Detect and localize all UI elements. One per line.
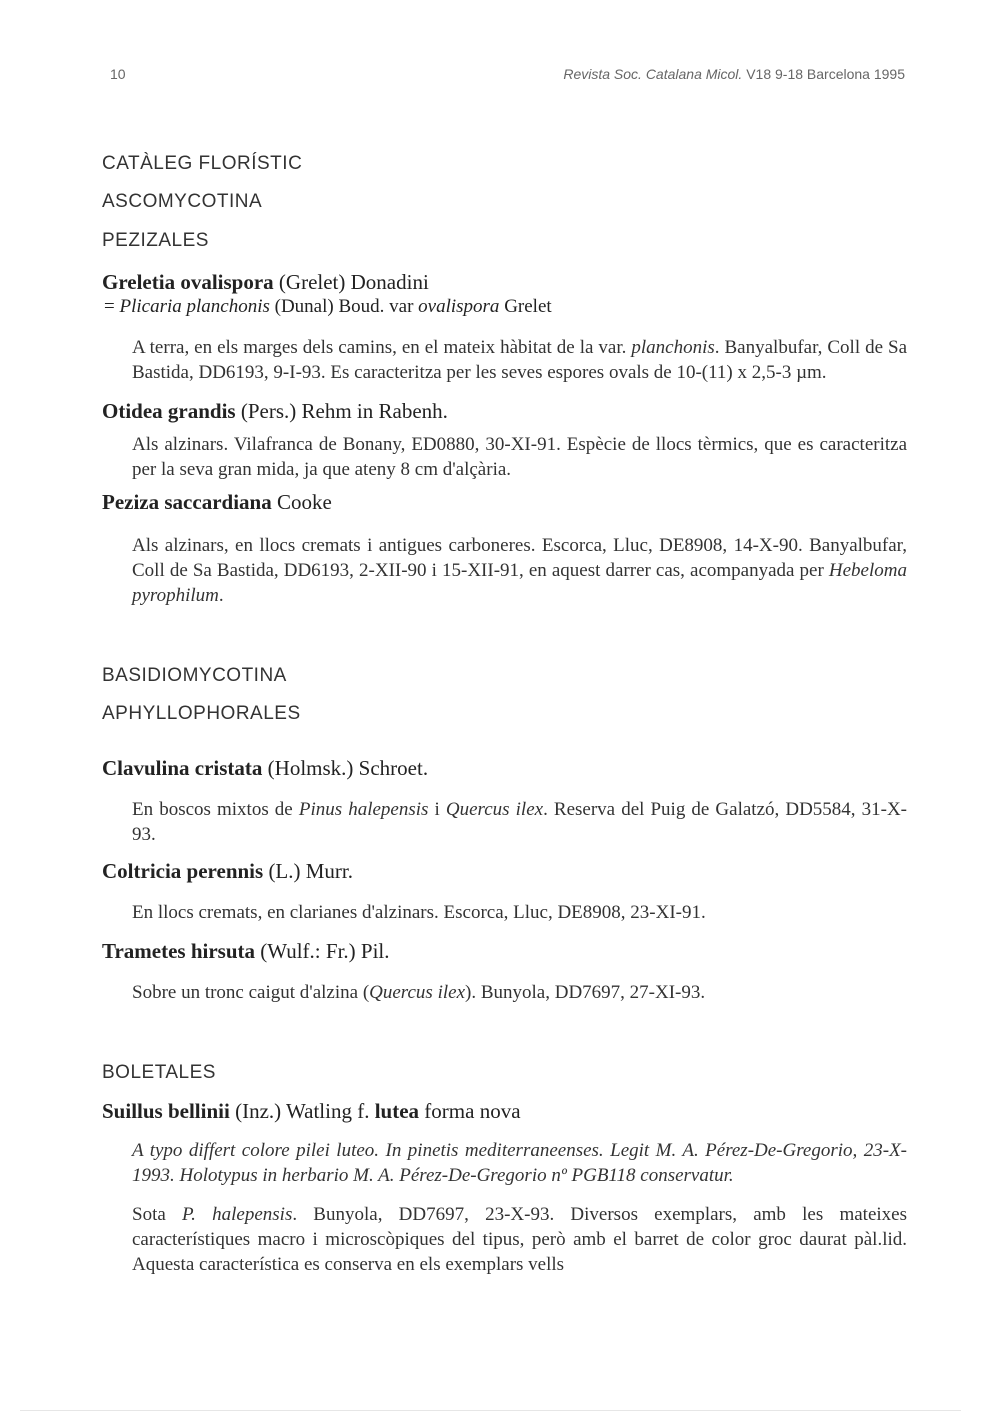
journal-citation	[563, 66, 905, 82]
description-peziza	[132, 533, 907, 608]
species-suillus	[102, 1099, 907, 1124]
section-ascomycotina: ASCOMYCOTINA	[102, 191, 263, 212]
synonym-line	[104, 295, 907, 318]
order-pezizales: PEZIZALES	[102, 230, 209, 251]
desc-text: A terra, en els marges dels camins, en el mateix hàbitat de la var.	[132, 337, 627, 358]
description-clavulina	[132, 797, 907, 847]
species-name: Suillus bellinii	[102, 1099, 230, 1123]
species-trametes	[102, 939, 907, 964]
species-author: Cooke	[276, 490, 332, 514]
desc-text: Sobre un tronc caigut d'alzina (	[132, 982, 370, 1003]
species-peziza	[102, 490, 907, 515]
desc-italic: planchonis	[631, 337, 715, 358]
journal-name: Revista Soc. Catalana Micol.	[563, 66, 743, 82]
species-author: (Pers.) Rehm in Rabenh.	[240, 399, 448, 423]
page-body	[102, 152, 907, 1277]
species-clavulina	[102, 756, 907, 781]
synonym-prefix: =	[104, 296, 120, 317]
desc-text: Als alzinars, en llocs cremats i antigues carboneres. Escorca, Lluc, DE8908, 14-X-90. Banyalbufar, Coll de Sa Bastida, DD6193, 2-XII-90 i 15-XII-91, en aquest darrer cas, acompanyada per	[132, 535, 907, 581]
latin-diagnosis: A typo differt colore pilei luteo. In pinetis mediterraneenses. Legit M. A. Pérez-De-Gregorio, 23-X-1993. Holotypus in herbario M. A. Pérez-De-Gregorio nº PGB118 conservatur.	[132, 1140, 907, 1186]
order-boletales: BOLETALES	[102, 1062, 216, 1083]
desc-text-2: . Bunyola, DD7697, 23-X-93. Diversos exemplars, amb les mateixes característiques macro i microscòpiques del tipus, però amb el barret de color groc daurat pàl.lid. Aquesta característica es conserva en els exemplars vells	[132, 1204, 907, 1275]
desc-italic: Hebeloma pyrophilum	[132, 560, 907, 606]
order-aphyllophorales: APHYLLOPHORALES	[102, 703, 301, 724]
description-otidea: Als alzinars. Vilafranca de Bonany, ED0880, 30-XI-91. Espècie de llocs tèrmics, que es caracteritza per la seva gran mida, ja que ateny 8 cm d'alçària.	[132, 434, 907, 480]
synonym-author: (Dunal) Boud. var	[274, 296, 414, 317]
catalog-title: CATÀLEG FLORÍSTIC	[102, 153, 303, 174]
description-coltricia: En llocs cremats, en clarianes d'alzinars. Escorca, Lluc, DE8908, 23-XI-91.	[132, 902, 706, 923]
page-bottom-rule	[20, 1410, 961, 1411]
desc-text-2: ). Bunyola, DD7697, 27-XI-93.	[465, 982, 706, 1003]
species-form-note: forma nova	[424, 1099, 521, 1123]
species-coltricia	[102, 859, 907, 884]
species-otidea	[102, 399, 907, 424]
species-name: Clavulina cristata	[102, 756, 263, 780]
species-name: Trametes hirsuta	[102, 939, 255, 963]
species-author: (Inz.) Watling f.	[235, 1099, 370, 1123]
desc-text: En boscos mixtos de	[132, 799, 293, 820]
desc-italic: Pinus halepensis	[298, 799, 429, 820]
description-greletia	[132, 335, 907, 385]
desc-text-2: .	[218, 585, 224, 606]
desc-text-3: . Reserva del Puig de Galatzó, DD5584, 31-X-93.	[132, 799, 907, 845]
species-author: (Wulf.: Fr.) Pil.	[260, 939, 390, 963]
page-number: 10	[110, 66, 126, 82]
journal-issue: V18 9-18 Barcelona 1995	[746, 66, 905, 82]
synonym-variety: ovalispora	[418, 296, 500, 317]
species-author: (L.) Murr.	[268, 859, 354, 883]
species-greletia	[102, 270, 907, 295]
description-trametes	[132, 980, 907, 1005]
desc-text-2: i	[434, 799, 440, 820]
species-name: Otidea grandis	[102, 399, 236, 423]
species-author: (Grelet) Donadini	[278, 270, 429, 294]
desc-text-2: . Banyalbufar, Coll de Sa Bastida, DD6193, 9-I-93. Es caracteritza per les seves espores ovals de 10-(11) x 2,5-3 µm.	[132, 337, 908, 383]
species-name: Coltricia perennis	[102, 859, 264, 883]
running-header	[110, 66, 905, 82]
synonym-name: Plicaria planchonis	[119, 296, 270, 317]
desc-italic: Quercus ilex	[369, 982, 466, 1003]
species-name: Peziza saccardiana	[102, 490, 272, 514]
synonym-variety-author: Grelet	[504, 296, 552, 317]
desc-text: Sota	[132, 1204, 166, 1225]
species-name: Greletia ovalispora	[102, 270, 274, 294]
desc-italic: P. halepensis	[182, 1204, 293, 1225]
species-form: lutea	[374, 1099, 420, 1123]
description-suillus	[132, 1202, 907, 1277]
species-author: (Holmsk.) Schroet.	[267, 756, 429, 780]
desc-italic-2: Quercus ilex	[445, 799, 544, 820]
section-basidiomycotina: BASIDIOMYCOTINA	[102, 665, 287, 686]
